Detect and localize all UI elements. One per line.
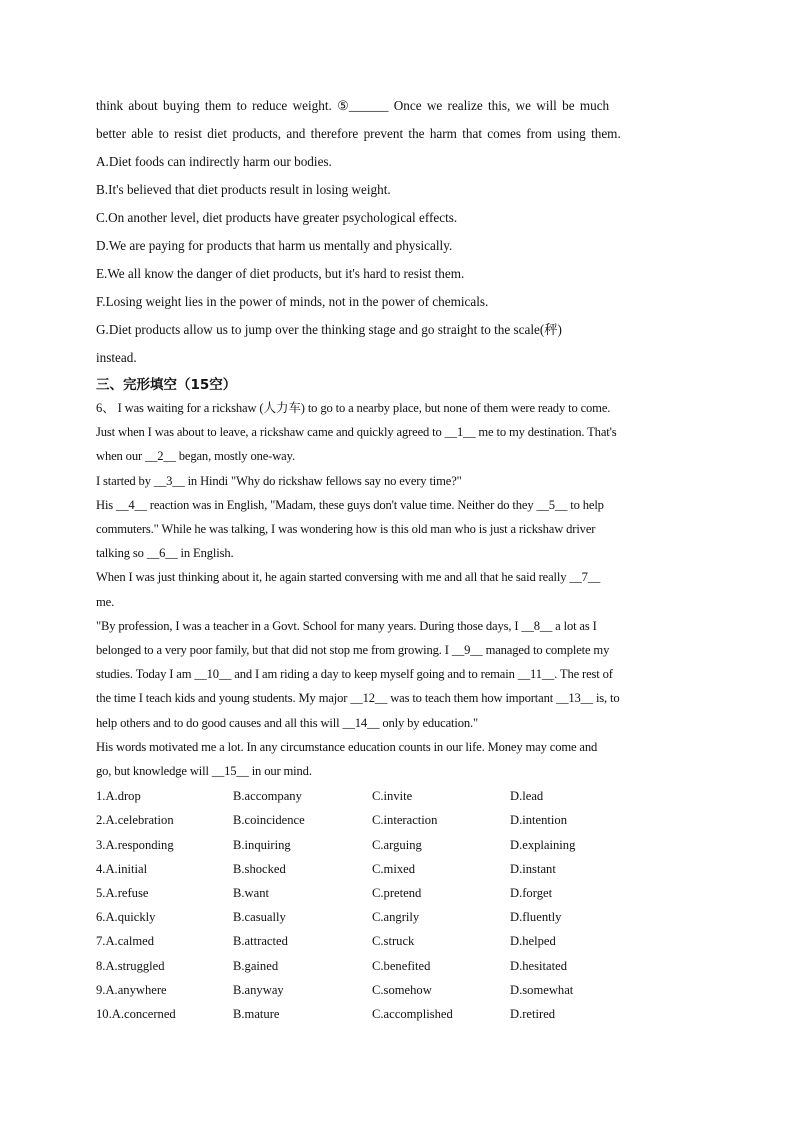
sentence-option-g-cont: instead. — [96, 350, 137, 365]
sentence-option-a: A.Diet foods can indirectly harm our bodies. — [96, 154, 332, 169]
cloze-line: I started by __3__ in Hindi "Why do rickshaw fellows say no every time?" — [96, 473, 462, 488]
choice-d: D.forget — [510, 886, 553, 901]
sentence-option-e: E.We all know the danger of diet products, but it's hard to resist them. — [96, 266, 465, 281]
choice-c: C.arguing — [372, 837, 422, 852]
cloze-line: belonged to a very poor family, but that did not stop me from growing. I __9__ managed to complete my — [96, 643, 610, 658]
cloze-line: me. — [96, 594, 115, 609]
cloze-line: His __4__ reaction was in English, "Madam, these guys don't value time. Neither do they __5__ to help — [96, 497, 604, 512]
choice-a: 10.A.concerned — [96, 1007, 176, 1022]
cloze-line: help others and to do good causes and all this will __14__ only by education." — [96, 715, 479, 730]
choice-c: C.somehow — [372, 982, 432, 997]
cloze-line: His words motivated me a lot. In any circumstance education counts in our life. Money may come and — [96, 739, 598, 754]
cloze-line: studies. Today I am __10__ and I am riding a day to keep myself going and to remain __11__. The rest of — [96, 667, 613, 682]
choice-c: C.benefited — [372, 958, 431, 973]
sentence-option-g: G.Diet products allow us to jump over the thinking stage and go straight to the scale(秤) — [96, 322, 562, 337]
sentence-option-f: F.Losing weight lies in the power of minds, not in the power of chemicals. — [96, 294, 489, 309]
choice-a: 9.A.anywhere — [96, 982, 167, 997]
choice-b: B.want — [233, 886, 270, 901]
choice-d: D.somewhat — [510, 982, 574, 997]
cloze-line: "By profession, I was a teacher in a Govt. School for many years. During those days, I __8__ a lot as I — [96, 618, 597, 633]
choice-b: B.mature — [233, 1007, 280, 1022]
choice-b: B.anyway — [233, 982, 284, 997]
choice-a: 1.A.drop — [96, 789, 141, 804]
choice-row — [96, 1002, 700, 1026]
choice-b: B.gained — [233, 958, 279, 973]
choice-c: C.struck — [372, 934, 415, 949]
cloze-line: commuters." While he was talking, I was wondering how is this old man who is just a rickshaw driver — [96, 522, 596, 537]
choice-a: 5.A.refuse — [96, 886, 149, 901]
choice-d: D.helped — [510, 934, 556, 949]
choice-b: B.accompany — [233, 789, 302, 804]
choice-c: C.invite — [372, 789, 413, 804]
choice-d: D.hesitated — [510, 958, 568, 973]
section-heading: 三、完形填空（15空） — [96, 377, 237, 393]
cloze-line: go, but knowledge will __15__ in our mind. — [96, 764, 312, 779]
choice-d: D.fluently — [510, 910, 562, 925]
choice-c: C.pretend — [372, 886, 422, 901]
sentence-option-d: D.We are paying for products that harm us mentally and physically. — [96, 238, 453, 253]
choice-b: B.attracted — [233, 934, 288, 949]
cloze-line: When I was just thinking about it, he again started conversing with me and all that he said really __7__ — [96, 570, 601, 585]
cloze-passage — [96, 396, 700, 783]
cloze-line: 6、 I was waiting for a rickshaw (人力车) to go to a nearby place, but none of them were ready to come. — [96, 401, 611, 415]
sentence-options — [96, 148, 700, 372]
choice-d: D.lead — [510, 789, 544, 804]
choice-row — [96, 954, 700, 978]
choice-b: B.coincidence — [233, 813, 305, 828]
cloze-line: talking so __6__ in English. — [96, 546, 234, 561]
choice-d: D.retired — [510, 1007, 556, 1022]
choice-table — [96, 784, 700, 1026]
sentence-option-c: C.On another level, diet products have greater psychological effects. — [96, 210, 458, 225]
choice-a: 8.A.struggled — [96, 958, 165, 973]
choice-c: C.accomplished — [372, 1007, 453, 1022]
cloze-line: when our __2__ began, mostly one-way. — [96, 449, 295, 464]
choice-a: 3.A.responding — [96, 837, 174, 852]
cloze-line: Just when I was about to leave, a rickshaw came and quickly agreed to __1__ me to my destination. That's — [96, 425, 617, 440]
choice-a: 2.A.celebration — [96, 813, 174, 828]
choice-b: B.casually — [233, 910, 286, 925]
choice-c: C.interaction — [372, 813, 438, 828]
choice-b: B.inquiring — [233, 837, 291, 852]
choice-c: C.mixed — [372, 861, 416, 876]
choice-row — [96, 929, 700, 953]
document-page — [96, 92, 700, 1026]
choice-d: D.explaining — [510, 837, 576, 852]
choice-a: 6.A.quickly — [96, 910, 156, 925]
choice-a: 7.A.calmed — [96, 934, 155, 949]
choice-row — [96, 784, 700, 808]
passage-line: think about buying them to reduce weight. ⑤______ Once we realize this, we will be much — [96, 98, 610, 113]
choice-row — [96, 881, 700, 905]
choice-c: C.angrily — [372, 910, 420, 925]
choice-b: B.shocked — [233, 861, 286, 876]
sentence-option-b: B.It's believed that diet products result in losing weight. — [96, 182, 391, 197]
choice-d: D.intention — [510, 813, 568, 828]
choice-row — [96, 857, 700, 881]
cloze-line: the time I teach kids and young students. My major __12__ was to teach them how important __13__ is, to — [96, 691, 620, 706]
reading-passage-end — [96, 92, 700, 148]
choice-row — [96, 833, 700, 857]
passage-line: better able to resist diet products, and therefore prevent the harm that comes from using them. — [96, 126, 621, 141]
choice-d: D.instant — [510, 861, 556, 876]
choice-row — [96, 978, 700, 1002]
choice-a: 4.A.initial — [96, 861, 148, 876]
choice-row — [96, 905, 700, 929]
choice-row — [96, 808, 700, 832]
